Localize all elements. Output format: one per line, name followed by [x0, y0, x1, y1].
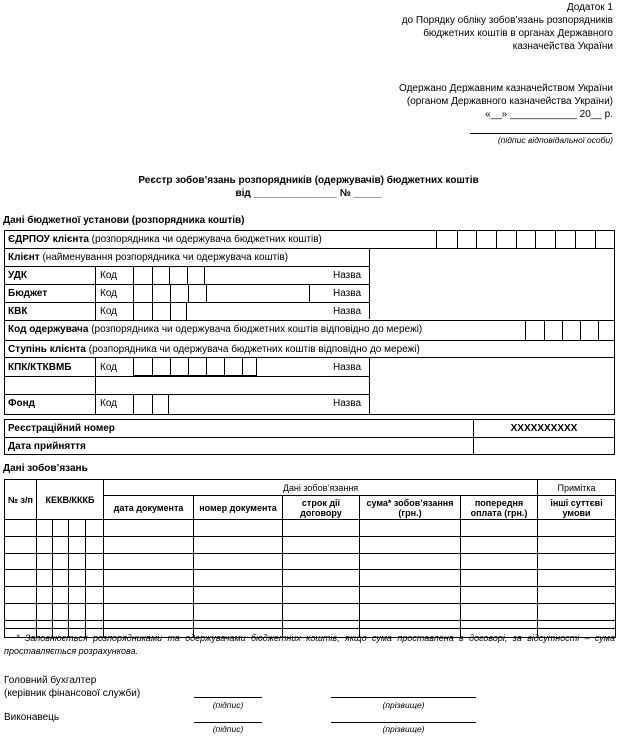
- accountant-line2: (керівник фінансової служби): [4, 688, 141, 699]
- institution-section-title: Дані бюджетної установи (розпорядника коштів): [3, 215, 245, 226]
- table-cell[interactable]: [461, 553, 538, 570]
- registration-number-value: XXXXXXXXXX: [510, 423, 578, 434]
- client-level-row: [8, 344, 420, 355]
- group-note-header: Примітка: [538, 480, 616, 496]
- client-label: Клієнт: [8, 252, 40, 263]
- col-doc-number-header: номер документа: [194, 496, 283, 520]
- table-cell[interactable]: [86, 603, 104, 620]
- obligations-section-title: Дані зобов’язань: [3, 463, 88, 474]
- table-cell[interactable]: [69, 570, 86, 587]
- table-row: [5, 536, 616, 553]
- table-row: [5, 603, 616, 620]
- table-cell[interactable]: [283, 520, 360, 537]
- kvk-label: КВК: [8, 306, 28, 317]
- recipient-code-row: [8, 324, 422, 335]
- received-date-line: «__» ____________ 20__ р.: [485, 109, 613, 120]
- table-cell[interactable]: [461, 536, 538, 553]
- table-row: [5, 553, 616, 570]
- registration-number-label: Реєстраційний номер: [8, 423, 115, 434]
- edrpou-hint: (розпорядника чи одержувача бюджетних коштів): [88, 234, 322, 245]
- table-cell[interactable]: [538, 603, 616, 620]
- table-cell[interactable]: [37, 603, 53, 620]
- table-cell[interactable]: [360, 536, 461, 553]
- executor-label: Виконавець: [4, 712, 60, 723]
- executor-surname-line[interactable]: [331, 722, 476, 723]
- received-signature-caption: (підпис відповідальної особи): [497, 135, 613, 145]
- accountant-sign-line[interactable]: [194, 697, 262, 698]
- executor-sign-caption: (підпис): [212, 724, 244, 734]
- budget-label: Бюджет: [8, 288, 48, 299]
- document-title: [0, 174, 617, 200]
- udk-code-label: Код: [100, 270, 118, 281]
- table-cell[interactable]: [283, 536, 360, 553]
- table-cell[interactable]: [360, 570, 461, 587]
- col-prepayment-header: попередня оплата (грн.): [461, 496, 538, 520]
- edrpou-code-cells[interactable]: [436, 231, 614, 248]
- table-row: [5, 570, 616, 587]
- table-cell[interactable]: [5, 520, 37, 537]
- kvk-name-label: Назва: [333, 306, 362, 317]
- col-doc-date-header: дата документа: [104, 496, 194, 520]
- table-cell[interactable]: [5, 570, 37, 587]
- budget-name-label: Назва: [333, 288, 362, 299]
- table-cell[interactable]: [86, 536, 104, 553]
- table-cell[interactable]: [86, 553, 104, 570]
- received-block: [313, 82, 613, 121]
- table-cell[interactable]: [5, 553, 37, 570]
- table-cell[interactable]: [538, 587, 616, 604]
- recipient-code-label: Код одержувача: [8, 324, 89, 335]
- table-cell[interactable]: [104, 587, 194, 604]
- table-cell[interactable]: [360, 587, 461, 604]
- table-cell[interactable]: [194, 520, 283, 537]
- table-cell[interactable]: [461, 587, 538, 604]
- table-cell[interactable]: [37, 587, 53, 604]
- udk-label: УДК: [8, 270, 27, 281]
- table-cell[interactable]: [538, 520, 616, 537]
- table-cell[interactable]: [194, 603, 283, 620]
- table-cell[interactable]: [37, 553, 53, 570]
- table-cell[interactable]: [37, 536, 53, 553]
- received-line1: Одержано Державним казначейством України: [399, 83, 613, 94]
- table-cell[interactable]: [194, 570, 283, 587]
- col-contract-term-header: строк дії договору: [283, 496, 360, 520]
- kpk-name-label: Назва: [333, 362, 362, 373]
- accountant-sign-caption: (підпис): [212, 700, 244, 710]
- title-line2: від _______________ № _____: [235, 188, 382, 199]
- fund-code-cells[interactable]: [133, 394, 169, 414]
- table-cell[interactable]: [104, 520, 194, 537]
- table-cell[interactable]: [538, 570, 616, 587]
- table-cell[interactable]: [461, 603, 538, 620]
- accountant-label: [4, 674, 140, 700]
- table-cell[interactable]: [37, 570, 53, 587]
- table-cell[interactable]: [104, 553, 194, 570]
- client-level-hint: (розпорядника чи одержувача бюджетних коштів відповідно до мережі): [86, 344, 420, 355]
- recipient-code-cells[interactable]: [525, 321, 614, 340]
- table-row: [5, 587, 616, 604]
- title-line1: Реєстр зобов’язань розпорядників (одержувачів) бюджетних коштів: [138, 175, 479, 186]
- col-amount-header: сума* зобов’язання (грн.): [360, 496, 461, 520]
- table-cell[interactable]: [86, 520, 104, 537]
- table-cell[interactable]: [360, 603, 461, 620]
- table-cell[interactable]: [5, 603, 37, 620]
- table-cell[interactable]: [283, 570, 360, 587]
- registration-date-label: Дата прийняття: [8, 441, 86, 452]
- appendix-line: до Порядку обліку зобов’язань розпорядників: [401, 15, 613, 26]
- table-cell[interactable]: [53, 536, 69, 553]
- table-cell[interactable]: [461, 570, 538, 587]
- kpk-code-label: Код: [100, 362, 118, 373]
- kvk-code-label: Код: [100, 306, 118, 317]
- udk-name-label: Назва: [333, 270, 362, 281]
- table-cell[interactable]: [53, 553, 69, 570]
- table-cell[interactable]: [283, 553, 360, 570]
- table-cell[interactable]: [461, 520, 538, 537]
- table-cell[interactable]: [104, 570, 194, 587]
- budget-code-cells[interactable]: [133, 285, 310, 302]
- appendix-line: бюджетних коштів в органах Державного: [423, 28, 613, 39]
- appendix-title: Додаток 1: [566, 2, 613, 13]
- table-cell[interactable]: [53, 603, 69, 620]
- table-cell[interactable]: [104, 536, 194, 553]
- table-cell[interactable]: [69, 536, 86, 553]
- accountant-surname-line[interactable]: [331, 697, 476, 698]
- appendix-line: казначейства України: [512, 41, 613, 52]
- udk-code-cells[interactable]: [133, 267, 205, 284]
- executor-surname-caption: (прізвище): [382, 724, 425, 734]
- col-kekv-header: КЕКВ/КККБ: [37, 480, 104, 520]
- table-cell[interactable]: [194, 553, 283, 570]
- client-row: [8, 252, 288, 263]
- table-cell[interactable]: [69, 553, 86, 570]
- table-cell[interactable]: [53, 520, 69, 537]
- table-cell[interactable]: [69, 587, 86, 604]
- appendix-header: [313, 1, 613, 53]
- received-line2: (органом Державного казначейства України): [406, 96, 613, 107]
- kpk-code-cells[interactable]: [133, 358, 257, 376]
- table-cell[interactable]: [194, 587, 283, 604]
- table-cell[interactable]: [104, 603, 194, 620]
- table-cell[interactable]: [5, 587, 37, 604]
- obligations-table: [4, 479, 616, 638]
- table-cell[interactable]: [194, 536, 283, 553]
- table-cell[interactable]: [86, 570, 104, 587]
- table-cell[interactable]: [53, 587, 69, 604]
- executor-sign-line[interactable]: [194, 722, 262, 723]
- footnote: * Заповнюється розпорядниками та одержувачами бюджетних коштів, якщо сума проставлена в договорі, за відсутності – сума проставляється розрахункова.: [4, 633, 615, 656]
- table-cell[interactable]: [86, 587, 104, 604]
- table-cell[interactable]: [538, 553, 616, 570]
- table-cell[interactable]: [283, 587, 360, 604]
- edrpou-label: ЄДРПОУ клієнта: [8, 234, 89, 245]
- accountant-surname-caption: (прізвище): [382, 700, 425, 710]
- table-cell[interactable]: [5, 536, 37, 553]
- recipient-code-hint: (розпорядника чи одержувача бюджетних коштів відповідно до мережі): [88, 324, 423, 335]
- table-cell[interactable]: [37, 520, 53, 537]
- edrpou-row: [8, 234, 322, 245]
- budget-code-label: Код: [100, 288, 118, 299]
- table-cell[interactable]: [283, 603, 360, 620]
- table-cell[interactable]: [69, 603, 86, 620]
- table-cell[interactable]: [538, 536, 616, 553]
- kpk-label: КПК/КТКВМБ: [8, 362, 72, 373]
- table-cell[interactable]: [360, 553, 461, 570]
- fund-code-label: Код: [100, 398, 118, 409]
- table-cell[interactable]: [53, 570, 69, 587]
- table-cell[interactable]: [69, 520, 86, 537]
- client-hint: (найменування розпорядника чи одержувача коштів): [39, 252, 289, 263]
- group-data-header: Дані зобов’язання: [104, 480, 538, 496]
- table-row: [5, 520, 616, 537]
- fund-label: Фонд: [8, 398, 36, 409]
- col-num-header: № з/п: [5, 480, 37, 520]
- received-signature-line: [470, 133, 612, 134]
- col-other-terms-header: інші суттєві умови: [538, 496, 616, 520]
- kvk-code-cells[interactable]: [133, 303, 187, 320]
- accountant-line1: Головний бухгалтер: [4, 675, 97, 686]
- client-level-label: Ступінь клієнта: [8, 344, 86, 355]
- table-cell[interactable]: [360, 520, 461, 537]
- fund-name-label: Назва: [333, 398, 362, 409]
